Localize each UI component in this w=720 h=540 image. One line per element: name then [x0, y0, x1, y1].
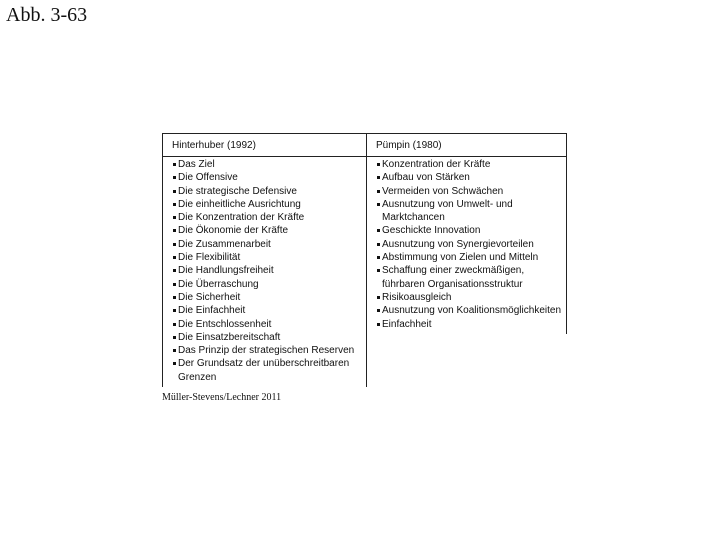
list-item-text: Konzentration der Kräfte — [382, 159, 491, 170]
list-item — [376, 198, 566, 225]
square-bullet-icon — [377, 309, 380, 312]
table-border-left — [162, 133, 163, 387]
list-item-text: Die Überraschung — [178, 278, 259, 290]
square-bullet-icon — [377, 323, 380, 326]
list-item — [172, 198, 362, 211]
list-item-text: Die Sicherheit — [178, 291, 241, 303]
square-bullet-icon — [377, 163, 380, 166]
square-bullet-icon — [377, 296, 380, 299]
square-bullet-icon — [173, 349, 176, 352]
list-item-text: Geschickte Innovation — [382, 225, 481, 237]
list-item — [376, 304, 566, 317]
list-item — [376, 224, 566, 237]
list-item — [172, 357, 362, 384]
list-item — [376, 158, 566, 171]
list-item — [172, 224, 362, 237]
square-bullet-icon — [173, 362, 176, 365]
list-item — [172, 171, 362, 184]
list-item-text: Die Ökonomie der Kräfte — [178, 225, 289, 237]
list-item-text: Die Konzentration der Kräfte — [178, 212, 305, 224]
list-item-text: Die Entschlossenheit — [178, 318, 272, 330]
list-item-text: Die strategische Defensive — [178, 185, 297, 197]
list-item-text: Ausnutzung von Umwelt- und — [382, 198, 513, 210]
list-item-text: Die Offensive — [178, 172, 238, 184]
square-bullet-icon — [173, 229, 176, 232]
list-item-text: Einfachheit — [382, 318, 432, 330]
column-header-hinterhuber: Hinterhuber (1992) — [172, 140, 256, 151]
list-item-text: Risikoausgleich — [382, 291, 452, 303]
list-item-text: Der Grundsatz der unüberschreitbaren — [178, 358, 350, 370]
square-bullet-icon — [377, 190, 380, 193]
square-bullet-icon — [173, 269, 176, 272]
list-item — [376, 185, 566, 198]
square-bullet-icon — [173, 256, 176, 259]
square-bullet-icon — [173, 296, 176, 299]
list-item — [172, 158, 362, 171]
list-item-text-continued: führbaren Organisationsstruktur — [382, 278, 523, 290]
list-item-text: Das Prinzip der strategischen Reserven — [178, 345, 355, 357]
square-bullet-icon — [377, 229, 380, 232]
list-item — [376, 171, 566, 184]
list-item-text: Die Einfachheit — [178, 305, 246, 317]
list-item-text: Schaffung einer zweckmäßigen, — [382, 265, 525, 277]
table-column-divider — [366, 133, 367, 387]
list-item-text: Die Zusammenarbeit — [178, 238, 271, 250]
list-item — [376, 318, 566, 331]
square-bullet-icon — [377, 176, 380, 179]
hinterhuber-list — [172, 158, 362, 384]
list-item — [172, 278, 362, 291]
list-item — [376, 238, 566, 251]
square-bullet-icon — [377, 269, 380, 272]
square-bullet-icon — [377, 243, 380, 246]
list-item-text-continued: Marktchancen — [382, 212, 445, 224]
table-border-top — [162, 133, 567, 134]
square-bullet-icon — [173, 336, 176, 339]
list-item-text: Die Einsatzbereitschaft — [178, 331, 281, 343]
list-item-text: Aufbau von Stärken — [382, 172, 470, 184]
list-item-text: Ausnutzung von Synergievorteilen — [382, 238, 534, 250]
square-bullet-icon — [173, 216, 176, 219]
square-bullet-icon — [173, 190, 176, 193]
source-citation: Müller-Stevens/Lechner 2011 — [162, 392, 282, 403]
square-bullet-icon — [173, 203, 176, 206]
square-bullet-icon — [377, 256, 380, 259]
list-item — [376, 291, 566, 304]
list-item — [172, 304, 362, 317]
list-item-text: Ausnutzung von Koalitionsmöglichkeiten — [382, 305, 561, 317]
list-item — [172, 185, 362, 198]
list-item-text: Die Handlungsfreiheit — [178, 265, 274, 277]
square-bullet-icon — [173, 309, 176, 312]
list-item-text-continued: Grenzen — [178, 371, 217, 383]
list-item — [172, 318, 362, 331]
column-header-puempin: Pümpin (1980) — [376, 140, 442, 151]
list-item-text: Das Ziel — [178, 159, 215, 170]
square-bullet-icon — [173, 176, 176, 179]
list-item — [376, 264, 566, 291]
list-item — [376, 251, 566, 264]
square-bullet-icon — [173, 163, 176, 166]
square-bullet-icon — [173, 243, 176, 246]
list-item-text: Die einheitliche Ausrichtung — [178, 198, 301, 210]
list-item — [172, 344, 362, 357]
square-bullet-icon — [173, 283, 176, 286]
list-item-text: Die Flexibilität — [178, 252, 241, 264]
square-bullet-icon — [173, 323, 176, 326]
list-item — [172, 291, 362, 304]
list-item — [172, 251, 362, 264]
list-item — [172, 238, 362, 251]
list-item — [172, 264, 362, 277]
square-bullet-icon — [377, 203, 380, 206]
list-item — [172, 331, 362, 344]
puempin-list — [376, 158, 566, 331]
slide-title: Abb. 3-63 — [6, 4, 88, 26]
list-item-text: Abstimmung von Zielen und Mitteln — [382, 252, 539, 264]
list-item-text: Vermeiden von Schwächen — [382, 185, 504, 197]
table-border-right — [566, 133, 567, 334]
table-header-divider — [162, 156, 567, 157]
list-item — [172, 211, 362, 224]
